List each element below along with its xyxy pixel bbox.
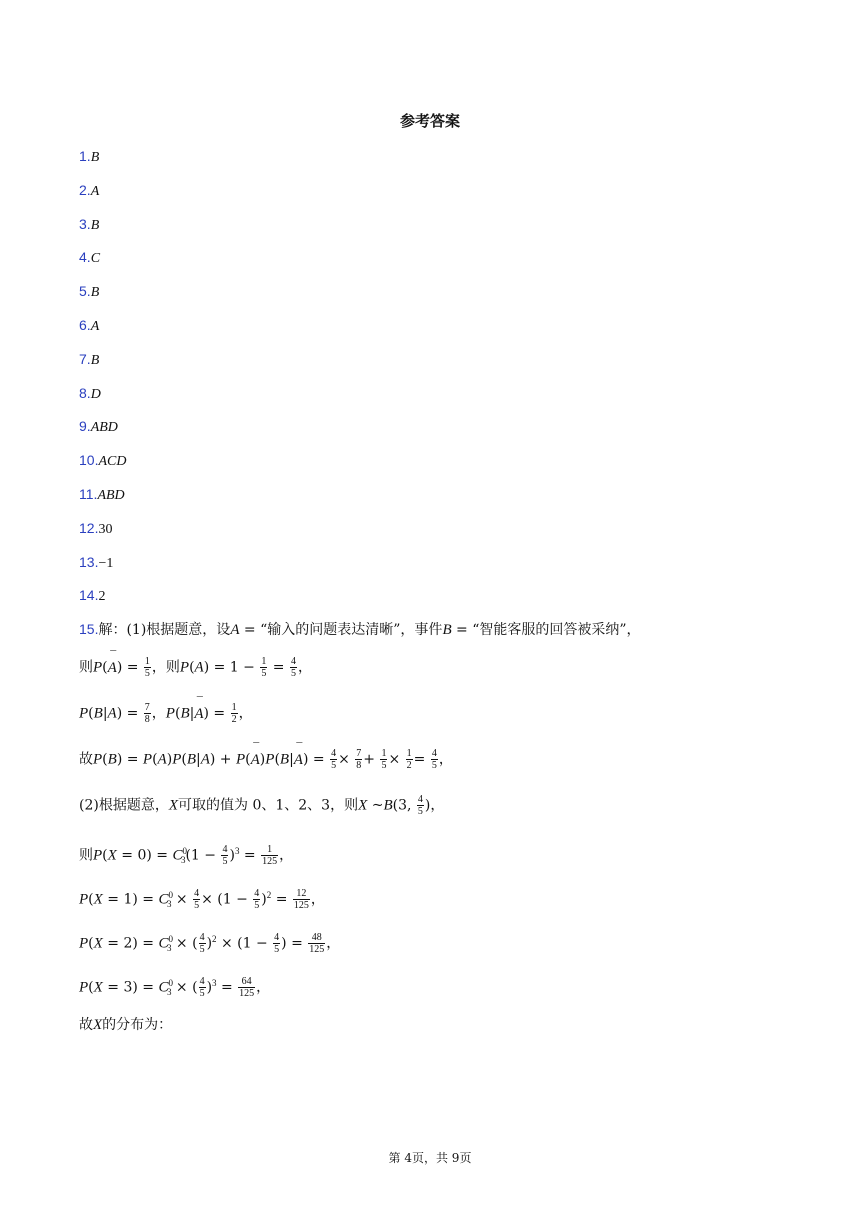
q15-line-10: 故X的分布为： — [79, 1017, 173, 1033]
question-number: 9. — [79, 418, 91, 435]
q15-line-7: $P(X = 1) = C^0_3$ × $\frac{4}{5}$ × (1 − $\frac{4}{5}$ )$^2$ = $\frac{12}{125}$ ， — [79, 888, 325, 912]
answer-item — [79, 383, 101, 405]
answer-value: B — [90, 352, 100, 368]
solution-text: 故 — [79, 1017, 93, 1033]
answer-item — [79, 247, 100, 269]
answer-item — [79, 484, 125, 506]
question-number: 8. — [79, 384, 91, 401]
answer-item — [79, 585, 105, 607]
question-number: 1. — [79, 148, 91, 164]
answer-item — [79, 281, 99, 303]
solution-text: 故 — [79, 751, 93, 768]
answer-value: C — [90, 251, 101, 267]
page-title: 参考答案 — [399, 112, 460, 130]
solution-text: 可取的值为 0、1、2、3，则 — [178, 797, 359, 814]
answer-item — [79, 180, 99, 202]
answer-value: B — [90, 150, 100, 165]
question-number: 10. — [79, 452, 99, 469]
question-number: 12. — [79, 519, 99, 536]
answer-value: B — [90, 285, 100, 301]
q15-line-8: $P(X = 2) = C^0_3$ × ( $\frac{4}{5}$ )$^2$ × (1 − $\frac{4}{5}$ ) = $\frac{48}{125}$ ， — [79, 932, 341, 956]
answer-item — [79, 349, 99, 371]
question-number: 2. — [79, 181, 91, 198]
answer-item — [79, 146, 99, 168]
answer-value: B — [90, 217, 100, 233]
question-number: 5. — [79, 283, 91, 300]
answer-item — [79, 214, 99, 236]
answer-value: −1 — [98, 555, 114, 571]
solution-text: (2)根据题意， — [79, 797, 169, 814]
answer-value: D — [90, 386, 101, 402]
page-footer: 第 4页，共 9页 — [388, 1151, 472, 1165]
q15-line-9: $P(X = 3) = C^0_3$ × ( $\frac{4}{5}$ )$^3$ = $\frac{64}{125}$ ， — [79, 976, 271, 1000]
answer-item — [79, 450, 126, 472]
solution-text: = “智能客服的回答被采纳”， — [451, 622, 641, 638]
answer-item — [79, 315, 99, 337]
question-number: 6. — [79, 317, 91, 333]
math-var: A — [230, 622, 240, 638]
q15-line-5: (2)根据题意，X可取的值为 0、1、2、3，则X ~B(3, $\frac{4}{5}$ )， — [79, 794, 445, 817]
answer-value: A — [90, 183, 100, 199]
q15-line-1 — [79, 618, 641, 641]
math-var: B — [442, 622, 452, 638]
solution-text: 则 — [79, 659, 93, 676]
solution-text: = “输入的问题表达清晰”，事件 — [239, 622, 443, 638]
question-number: 11. — [79, 486, 98, 502]
answer-value: A — [90, 319, 100, 334]
q15-line-6: 则$P(X = 0) = C^0_3(1$ − $\frac{4}{5}$ )$^3$ = $\frac{1}{125}$ ， — [79, 844, 294, 868]
answer-value: ACD — [98, 454, 127, 470]
answer-item — [79, 518, 112, 540]
answer-item — [79, 416, 118, 438]
answer-value: 30 — [98, 521, 113, 537]
question-number: 15. — [79, 621, 99, 637]
solution-text: 的分布为： — [102, 1017, 173, 1033]
q15-line-3: P(B|A) = $\frac{7}{8}$ ，P(B|¯ A) = $\frac{1}{2}$ ， — [79, 702, 253, 725]
answer-item — [79, 552, 113, 574]
answer-value: ABD — [97, 488, 125, 503]
answer-value: 2 — [98, 589, 106, 605]
question-number: 3. — [79, 215, 91, 232]
solution-text: 解：(1)根据题意，设 — [98, 622, 231, 638]
answer-value: ABD — [90, 420, 118, 436]
question-number: 14. — [79, 587, 99, 604]
q15-line-2: 则P(¯ A) = $\frac{1}{5}$ ，则P(A) = 1 − $\frac{1}{5}$ = $\frac{4}{5}$ ， — [79, 656, 312, 679]
question-number: 13. — [79, 553, 99, 570]
solution-text: 则 — [79, 847, 93, 864]
question-number: 4. — [79, 249, 91, 266]
q15-line-4: 故P(B) = P(A)P(B|A) + P(¯ A)P(B|¯ A) = $\frac{4}{5}$ × $\frac{7}{8}$ + $\frac{1}{5}$ × $\frac{1}{2}$ = $\frac{4}{5}$ ， — [79, 748, 453, 771]
question-number: 7. — [79, 350, 91, 367]
